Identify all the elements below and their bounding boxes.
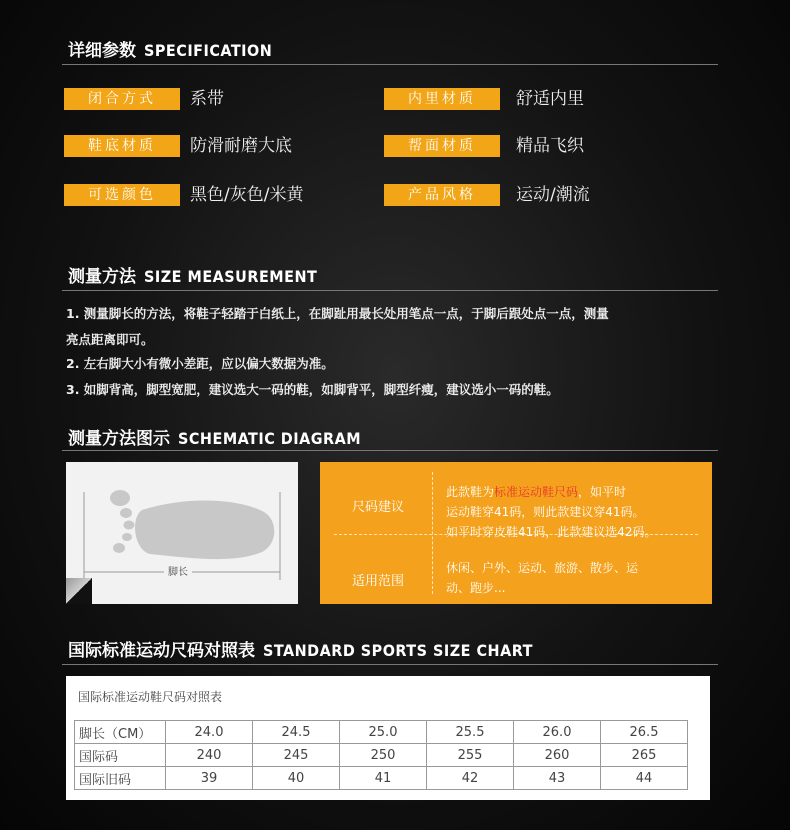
- table-cell: 40: [253, 767, 340, 790]
- table-cell: 44: [601, 767, 688, 790]
- measure-divider: [62, 290, 718, 291]
- table-cell: 39: [166, 767, 253, 790]
- table-row: [75, 767, 688, 790]
- table-cell: 41: [340, 767, 427, 790]
- table-cell: 255: [427, 744, 514, 767]
- spec-title-en: SPECIFICATION: [144, 41, 273, 60]
- spec-label-color: 可选颜色: [64, 184, 180, 206]
- table-cell: 42: [427, 767, 514, 790]
- table-cell: 265: [601, 744, 688, 767]
- diagram-divider: [62, 450, 718, 451]
- spec-label-sole: 鞋底材质: [64, 135, 180, 157]
- advice-text-post: ，如平时: [578, 485, 627, 499]
- spec-value-color: 黑色/灰色/米黄: [190, 185, 304, 205]
- spec-value-sole: 防滑耐磨大底: [190, 136, 292, 156]
- table-cell: 25.5: [427, 721, 514, 744]
- measure-line-3: 2. 左右脚大小有微小差距，应以偏大数据为准。: [66, 356, 334, 371]
- size-chart-table: [74, 720, 688, 790]
- table-cell: 250: [340, 744, 427, 767]
- foot-print-icon: [66, 462, 298, 604]
- table-cell: 26.0: [514, 721, 601, 744]
- usage-label: 适用范围: [351, 574, 404, 589]
- size-advice-panel: [320, 462, 712, 604]
- diagram-title-en: SCHEMATIC DIAGRAM: [178, 429, 362, 448]
- spec-value-style: 运动/潮流: [516, 185, 590, 205]
- advice-highlight: 标准运动鞋尺码: [494, 485, 579, 499]
- size-advice-text: [446, 482, 704, 542]
- spec-label-lining: 内里材质: [384, 88, 500, 110]
- row-header: 脚长（CM）: [75, 721, 166, 744]
- spec-label-closure: 闭合方式: [64, 88, 180, 110]
- spec-section-title: [68, 36, 272, 61]
- spec-divider: [62, 64, 718, 65]
- measure-title-cn: 测量方法: [68, 267, 136, 287]
- table-cell: 24.0: [166, 721, 253, 744]
- usage-text: [446, 558, 704, 598]
- measure-line-4: 3. 如脚背高，脚型宽肥，建议选大一码的鞋，如脚背平，脚型纤瘦，建议选小一码的鞋。: [66, 382, 559, 397]
- advice-text-pre: 此款鞋为: [446, 485, 495, 499]
- advice-line-3: 如平时穿皮鞋41码，此款建议选42码。: [446, 525, 657, 539]
- page-fold-corner: [66, 578, 92, 604]
- row-header: 国际旧码: [75, 767, 166, 790]
- measure-line-2: 亮点距离即可。: [66, 332, 154, 347]
- advice-line-2: 运动鞋穿41码，则此款建议穿41码。: [446, 505, 645, 519]
- table-cell: 260: [514, 744, 601, 767]
- table-cell: 26.5: [601, 721, 688, 744]
- diagram-title-cn: 测量方法图示: [68, 429, 170, 449]
- spec-title-cn: 详细参数: [68, 41, 136, 61]
- row-header: 国际码: [75, 744, 166, 767]
- table-cell: 25.0: [340, 721, 427, 744]
- advice-divider-vertical: [432, 472, 434, 594]
- table-cell: 43: [514, 767, 601, 790]
- measure-line-1: 1. 测量脚长的方法，将鞋子轻踏于白纸上，在脚趾用最长处用笔点一点，于脚后跟处点一点，测量: [66, 306, 609, 321]
- size-chart-section-title: [68, 636, 533, 661]
- measure-section-title: [68, 262, 317, 287]
- usage-line-2: 动、跑步...: [446, 581, 506, 595]
- spec-label-upper: 帮面材质: [384, 135, 500, 157]
- diagram-section-title: [68, 424, 361, 449]
- table-cell: 245: [253, 744, 340, 767]
- size-chart-divider: [62, 664, 718, 665]
- size-chart-title-en: STANDARD SPORTS SIZE CHART: [263, 641, 533, 660]
- table-cell: 24.5: [253, 721, 340, 744]
- spec-value-lining: 舒适内里: [516, 89, 584, 109]
- size-chart-caption: 国际标准运动鞋尺码对照表: [78, 690, 223, 704]
- spec-value-closure: 系带: [190, 89, 224, 109]
- size-chart-panel: [66, 676, 710, 800]
- foot-length-label: 脚长: [164, 563, 192, 578]
- table-row: [75, 744, 688, 767]
- spec-label-style: 产品风格: [384, 184, 500, 206]
- foot-diagram: [66, 462, 298, 604]
- table-cell: 240: [166, 744, 253, 767]
- size-chart-title-cn: 国际标准运动尺码对照表: [68, 641, 255, 661]
- table-row: [75, 721, 688, 744]
- measure-title-en: SIZE MEASUREMENT: [144, 267, 318, 286]
- size-advice-label: 尺码建议: [351, 500, 404, 515]
- usage-line-1: 休闲、户外、运动、旅游、散步、运: [446, 561, 639, 575]
- spec-value-upper: 精品飞织: [516, 136, 584, 156]
